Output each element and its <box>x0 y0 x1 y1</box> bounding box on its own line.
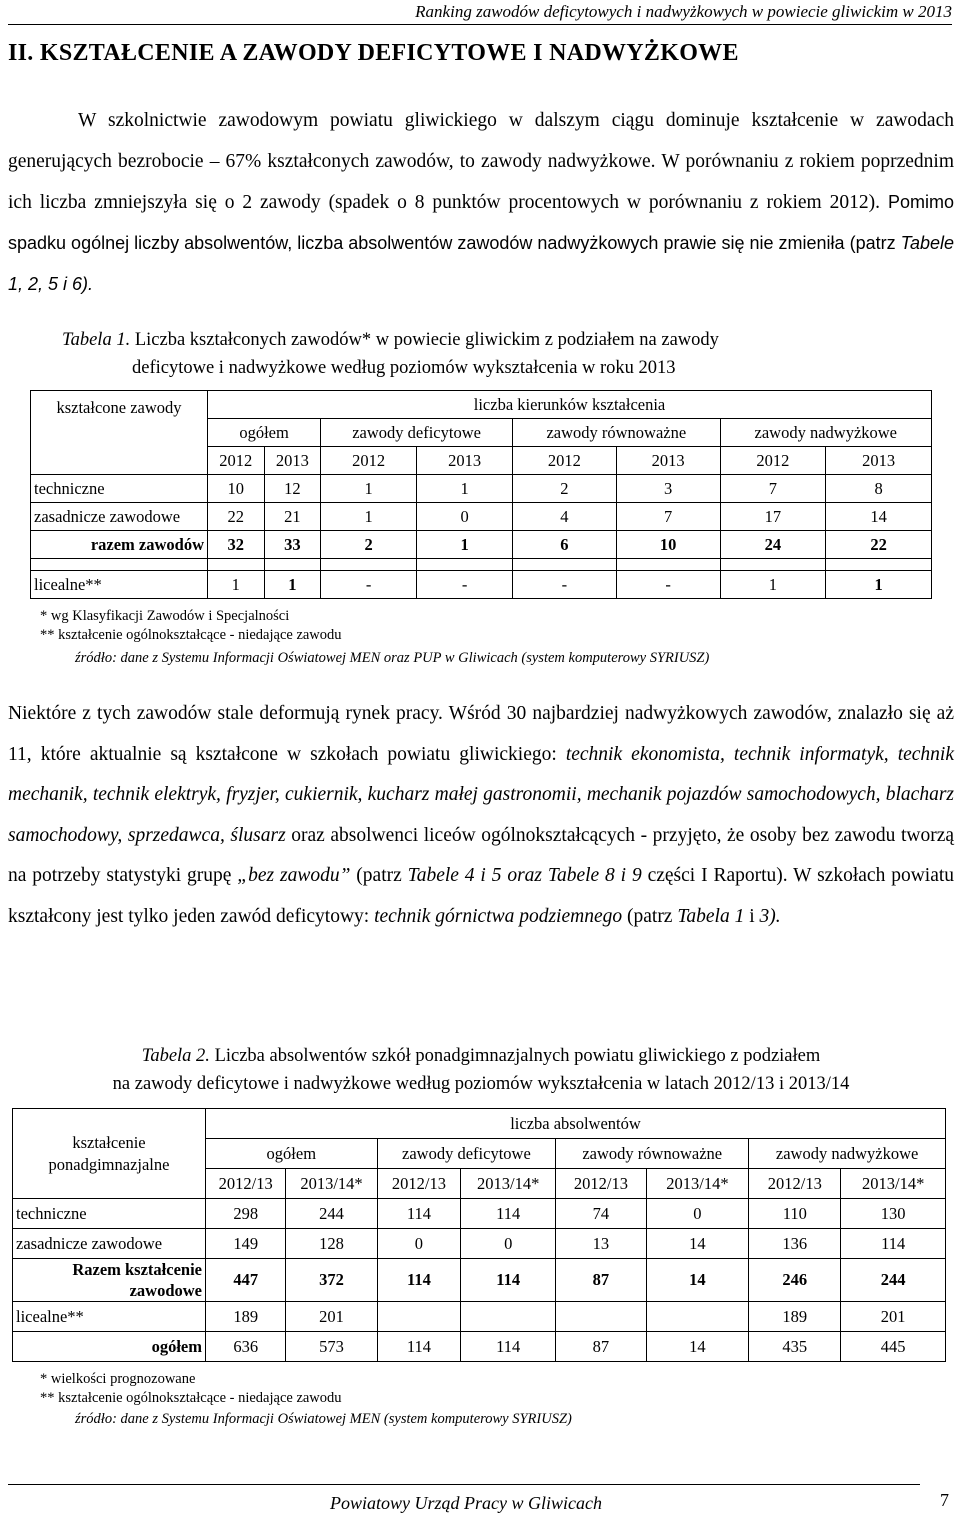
table2 <box>12 1108 946 1362</box>
body-text-h: technik górnictwa podziemnego <box>374 905 623 927</box>
cell: 114 <box>461 1332 556 1362</box>
table1-year: 2013 <box>826 447 932 475</box>
cell: 12 <box>264 475 321 503</box>
cell: 114 <box>461 1199 556 1229</box>
cell: 6 <box>513 531 617 559</box>
cell: 0 <box>461 1229 556 1259</box>
cell: 246 <box>749 1259 841 1302</box>
cell: 1 <box>321 503 417 531</box>
cell: 87 <box>556 1332 646 1362</box>
row-label: techniczne <box>31 475 208 503</box>
cell: 4 <box>513 503 617 531</box>
table2-group: zawody deficytowe <box>377 1139 556 1169</box>
table1-year: 2012 <box>513 447 617 475</box>
table-row <box>31 531 932 559</box>
row-label: Razem kształcenie zawodowe <box>13 1259 206 1302</box>
cell: 1 <box>826 571 932 599</box>
body-text-g: części I Raportu). W szkołach powiatu kształcony jest tylko jeden zawód deficytowy: <box>8 865 955 927</box>
cell: - <box>321 571 417 599</box>
table-row <box>31 503 932 531</box>
table2-caption-label: Tabela 2. <box>141 1046 210 1066</box>
table1-year: 2013 <box>264 447 321 475</box>
row-label: licealne** <box>13 1302 206 1332</box>
table1-group: zawody równoważne <box>513 419 720 447</box>
table2-group: zawody równoważne <box>556 1139 749 1169</box>
intro-text-c: Tabele 1, 2, 5 i 6). <box>8 233 954 294</box>
row-label: ogółem <box>13 1332 206 1362</box>
table1-head-top: liczba kierunków kształcenia <box>208 391 932 419</box>
table1-year: 2013 <box>417 447 513 475</box>
cell: 24 <box>720 531 826 559</box>
cell <box>556 1302 646 1332</box>
row-label: zasadnicze zawodowe <box>31 503 208 531</box>
body-text-l: 3). <box>759 905 781 927</box>
body-paragraph <box>8 694 954 938</box>
table1-year: 2013 <box>616 447 720 475</box>
table1-notes <box>40 607 342 645</box>
table-row <box>13 1229 946 1259</box>
cell: 33 <box>264 531 321 559</box>
cell: - <box>417 571 513 599</box>
cell: 74 <box>556 1199 646 1229</box>
body-text-j: Tabela 1 <box>677 905 745 927</box>
table-row <box>13 1302 946 1332</box>
cell: - <box>513 571 617 599</box>
cell: 87 <box>556 1259 646 1302</box>
cell: 114 <box>841 1229 946 1259</box>
cell: 636 <box>206 1332 286 1362</box>
cell: 1 <box>417 531 513 559</box>
cell: 114 <box>377 1259 461 1302</box>
table2-year: 2013/14* <box>461 1169 556 1199</box>
cell <box>461 1302 556 1332</box>
cell: 114 <box>377 1332 461 1362</box>
cell: 14 <box>826 503 932 531</box>
table-row <box>13 1259 946 1302</box>
table-row <box>31 475 932 503</box>
cell: 2 <box>321 531 417 559</box>
footer-text: Powiatowy Urząd Pracy w Gliwicach <box>330 1493 602 1513</box>
row-label: razem zawodów <box>31 531 208 559</box>
table2-notes <box>40 1370 342 1408</box>
table1-year: 2012 <box>321 447 417 475</box>
table1-source: źródło: dane z Systemu Informacji Oświatowej MEN oraz PUP w Gliwicach (system komputerowy SYRIUSZ) <box>75 650 710 666</box>
table1-year: 2012 <box>208 447 265 475</box>
cell: 32 <box>208 531 265 559</box>
table2-caption-line2: na zawody deficytowe i nadwyżkowe według poziomów wykształcenia w latach 2012/13 i 2013/14 <box>112 1074 850 1094</box>
table2-year: 2013/14* <box>841 1169 946 1199</box>
cell: 14 <box>646 1259 749 1302</box>
table2-source: źródło: dane z Systemu Informacji Oświatowej MEN (system komputerowy SYRIUSZ) <box>75 1411 572 1427</box>
cell: 0 <box>377 1229 461 1259</box>
cell <box>646 1302 749 1332</box>
cell: 1 <box>720 571 826 599</box>
table1-group: zawody deficytowe <box>321 419 513 447</box>
body-text-i: (patrz <box>622 905 678 927</box>
cell: 14 <box>646 1332 749 1362</box>
cell: 21 <box>264 503 321 531</box>
body-text-b: technik ekonomista, technik informatyk, technik mechanik, technik elektryk, fryzjer, cukiernik, kucharz małej gastronomii, mechanik pojazdów samochodowych, blacharz samochodowy, sprzedawca, ślusarz <box>8 743 954 846</box>
table2-group: ogółem <box>206 1139 378 1169</box>
spacer-cell <box>264 559 321 571</box>
cell: 10 <box>208 475 265 503</box>
table2-caption-line1: Liczba absolwentów szkół ponadgimnazjalnych powiatu gliwickiego z podziałem <box>209 1046 821 1066</box>
table2-head-left: kształcenie ponadgimnazjalne <box>13 1109 206 1199</box>
cell: 244 <box>286 1199 377 1229</box>
table1-caption <box>62 326 942 382</box>
cell: 435 <box>749 1332 841 1362</box>
cell: 1 <box>417 475 513 503</box>
cell: 1 <box>321 475 417 503</box>
intro-paragraph <box>8 100 954 305</box>
cell: 7 <box>720 475 826 503</box>
table-row <box>13 1199 946 1229</box>
cell: 1 <box>264 571 321 599</box>
spacer-cell <box>616 559 720 571</box>
section-title: II. KSZTAŁCENIE A ZAWODY DEFICYTOWE I NADWYŻKOWE <box>8 40 739 66</box>
table2-year: 2012/13 <box>206 1169 286 1199</box>
table2-note1: * wielkości prognozowane <box>40 1371 196 1387</box>
table2-group: zawody nadwyżkowe <box>749 1139 946 1169</box>
cell: 0 <box>646 1199 749 1229</box>
cell: 114 <box>461 1259 556 1302</box>
table1-year: 2012 <box>720 447 826 475</box>
cell <box>377 1302 461 1332</box>
table1-caption-line2: deficytowe i nadwyżkowe według poziomów wykształcenia w roku 2013 <box>132 358 676 378</box>
spacer-cell <box>321 559 417 571</box>
table1-group: zawody nadwyżkowe <box>720 419 931 447</box>
table2-note2: ** kształcenie ogólnokształcące - niedające zawodu <box>40 1390 342 1406</box>
body-text-c: oraz absolwenci liceów ogólnokształcących - przyjęto, że osoby bez zawodu tworzą na potrzeby statystyki grupę <box>8 824 954 887</box>
cell: 22 <box>208 503 265 531</box>
table2-year: 2012/13 <box>556 1169 646 1199</box>
table1-group: ogółem <box>208 419 321 447</box>
body-text-e: (patrz <box>350 865 408 887</box>
cell: 298 <box>206 1199 286 1229</box>
cell: 114 <box>377 1199 461 1229</box>
spacer-cell <box>513 559 617 571</box>
cell: 445 <box>841 1332 946 1362</box>
table2-year: 2012/13 <box>377 1169 461 1199</box>
cell: 244 <box>841 1259 946 1302</box>
table-row <box>13 1332 946 1362</box>
cell: 10 <box>616 531 720 559</box>
table1-note1: * wg Klasyfikacji Zawodów i Specjalności <box>40 608 290 624</box>
table1 <box>30 390 932 599</box>
cell: 201 <box>841 1302 946 1332</box>
cell: 17 <box>720 503 826 531</box>
table-row <box>31 571 932 599</box>
spacer-cell <box>826 559 932 571</box>
body-text-a: Niektóre z tych zawodów stale deformują rynek pracy. Wśród 30 najbardziej nadwyżkowych zawodów, znalazło się aż 11, które aktualnie są kształcone w szkołach powiatu gliwickiego: <box>8 703 954 765</box>
body-text-f: Tabele 4 i 5 oraz Tabele 8 i 9 <box>407 865 642 887</box>
cell: 189 <box>206 1302 286 1332</box>
table2-year: 2013/14* <box>646 1169 749 1199</box>
row-label: licealne** <box>31 571 208 599</box>
cell: 2 <box>513 475 617 503</box>
cell: 201 <box>286 1302 377 1332</box>
cell: 7 <box>616 503 720 531</box>
table1-head-left: kształcone zawody <box>31 391 208 475</box>
body-text-k: i <box>744 905 760 927</box>
cell: 149 <box>206 1229 286 1259</box>
table1-note2: ** kształcenie ogólnokształcące - niedające zawodu <box>40 627 342 643</box>
body-text-d: „bez zawodu” <box>237 865 351 887</box>
intro-text-b: Pomimo spadku ogólnej liczby absolwentów, liczba absolwentów zawodów nadwyżkowych prawie się nie zmieniła (patrz <box>8 192 955 253</box>
cell: 8 <box>826 475 932 503</box>
table2-year: 2012/13 <box>749 1169 841 1199</box>
spacer-cell <box>208 559 265 571</box>
row-label: zasadnicze zawodowe <box>13 1229 206 1259</box>
table-spacer-row <box>31 559 932 571</box>
table1-caption-line1: Liczba kształconych zawodów* w powiecie gliwickim z podziałem na zawody <box>130 330 719 350</box>
spacer-cell <box>31 559 208 571</box>
cell: 22 <box>826 531 932 559</box>
cell: 189 <box>749 1302 841 1332</box>
cell: 0 <box>417 503 513 531</box>
table2-caption <box>8 1042 954 1098</box>
row-label: techniczne <box>13 1199 206 1229</box>
cell: 1 <box>208 571 265 599</box>
intro-text-a: W szkolnictwie zawodowym powiatu gliwickiego w dalszym ciągu dominuje kształcenie w zawodach generujących bezrobocie – 67% kształconych zawodów, to zawody nadwyżkowe. W porównaniu z rokiem poprzednim ich liczba zmniejszyła się o 2 zawody (spadek o 8 punktów procentowych w porównaniu z rokiem 2012). <box>8 110 954 213</box>
page-number: 7 <box>940 1490 949 1510</box>
spacer-cell <box>417 559 513 571</box>
cell: 573 <box>286 1332 377 1362</box>
cell: 110 <box>749 1199 841 1229</box>
cell: 14 <box>646 1229 749 1259</box>
table2-year: 2013/14* <box>286 1169 377 1199</box>
cell: 128 <box>286 1229 377 1259</box>
cell: 372 <box>286 1259 377 1302</box>
cell: - <box>616 571 720 599</box>
cell: 136 <box>749 1229 841 1259</box>
cell: 13 <box>556 1229 646 1259</box>
cell: 3 <box>616 475 720 503</box>
table1-caption-label: Tabela 1. <box>62 330 131 350</box>
page-header: Ranking zawodów deficytowych i nadwyżkowych w powiecie gliwickim w 2013 <box>8 0 952 25</box>
cell: 130 <box>841 1199 946 1229</box>
footer-rule <box>8 1484 920 1485</box>
cell: 447 <box>206 1259 286 1302</box>
spacer-cell <box>720 559 826 571</box>
table2-head-top: liczba absolwentów <box>206 1109 946 1139</box>
